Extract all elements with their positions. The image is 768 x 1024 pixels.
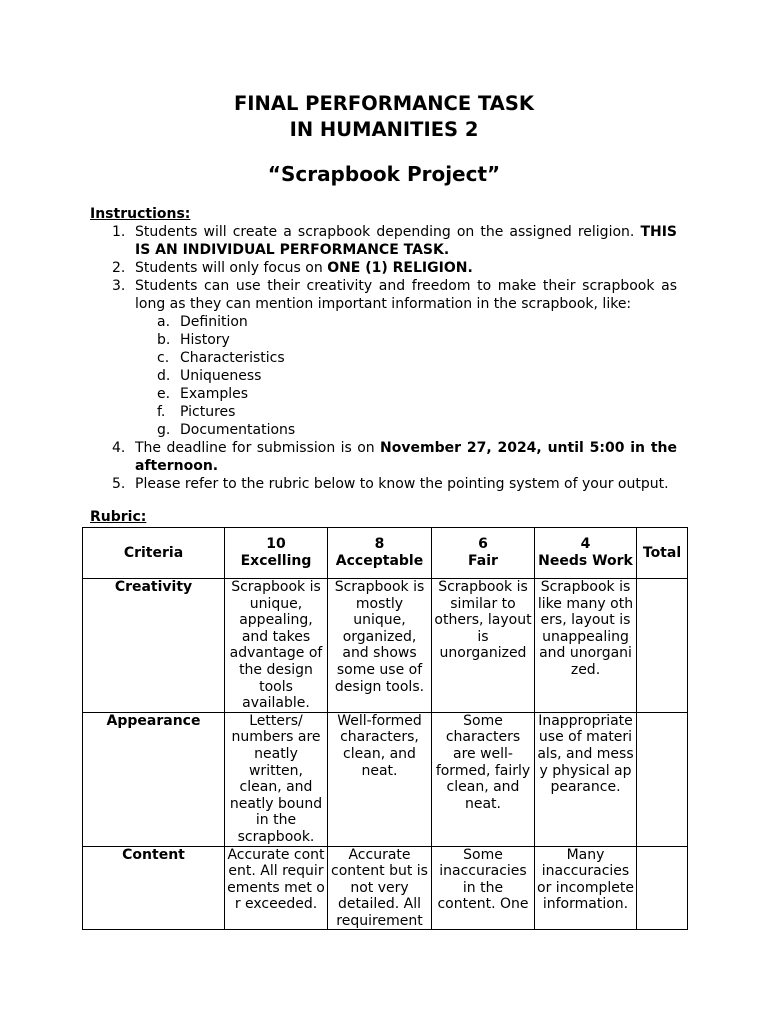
rubric-heading: Rubric:: [90, 509, 147, 525]
rubric-cell: Scrapbook is like many others, layout is unappealing and unorganized.: [535, 579, 637, 713]
rubric-cell: Scrapbook is unique, appealing, and takes advantage of the design tools available.: [225, 579, 328, 713]
table-row: [83, 846, 688, 930]
total-cell: [637, 579, 688, 713]
sub-item: [135, 367, 677, 385]
instruction-text: The deadline for submission is on: [135, 440, 381, 456]
document-title-line2: IN HUMANITIES 2: [289, 118, 479, 141]
instruction-number: 2.: [112, 260, 126, 276]
instruction-number: 4.: [112, 440, 126, 456]
sub-item: [135, 313, 677, 331]
sub-item: [135, 403, 677, 421]
total-cell: [637, 846, 688, 930]
rubric-header-row: [83, 528, 688, 579]
instruction-number: 5.: [112, 476, 126, 492]
header-score: 10: [266, 536, 286, 553]
instruction-item: [90, 277, 677, 439]
instruction-text: Please refer to the rubric below to know the pointing system of your output.: [135, 476, 669, 492]
header-label: Fair: [468, 553, 498, 569]
rubric-cell: Accurate content but is not very detailed. All requirement: [328, 846, 432, 930]
table-row: [83, 579, 688, 713]
sub-item-letter: b.: [157, 332, 171, 348]
instruction-number: 1.: [112, 224, 126, 240]
header-label: Criteria: [123, 544, 184, 561]
sub-item-letter: d.: [157, 368, 171, 384]
instruction-item: [90, 223, 677, 259]
header-label: Total: [642, 544, 682, 561]
sub-item: [135, 385, 677, 403]
sub-item-text: History: [180, 332, 230, 348]
rubric-cell: Scrapbook is similar to others, layout is unorganized: [432, 579, 535, 713]
sub-item-letter: a.: [157, 314, 171, 330]
sub-item-text: Uniqueness: [180, 368, 262, 384]
header-score: 6: [478, 536, 488, 553]
sub-item-letter: c.: [157, 350, 170, 366]
rubric-cell: Some inaccuracies in the content. One: [432, 846, 535, 930]
instruction-bold-text: THIS IS AN INDIVIDUAL PERFORMANCE TASK.: [135, 224, 677, 258]
rubric-cell: Letters/ numbers are neatly written, clean, and neatly bound in the scrapbook.: [225, 712, 328, 846]
content-requirements-list: [135, 313, 677, 439]
rubric-cell: Inappropriate use of materials, and messy physical appearance.: [535, 712, 637, 846]
sub-item-text: Characteristics: [180, 350, 285, 366]
instruction-item: [90, 475, 677, 493]
rubric-cell: Scrapbook is mostly unique, organized, and shows some use of design tools.: [328, 579, 432, 713]
header-label: Needs Work: [538, 553, 633, 569]
header-label: Excelling: [240, 553, 312, 569]
instruction-item: [90, 439, 677, 475]
instruction-bold-text: ONE (1) RELIGION.: [327, 260, 473, 276]
sub-item-letter: g.: [157, 422, 171, 438]
instruction-text: Students will only focus on: [135, 260, 328, 276]
rubric-cell: Some characters are well-formed, fairly clean, and neat.: [432, 712, 535, 846]
header-score-10: [225, 528, 328, 579]
rubric-cell: Accurate content. All requirements met or exceeded.: [225, 846, 328, 930]
criteria-cell: Appearance: [83, 712, 225, 846]
table-row: [83, 712, 688, 846]
header-score-4: [535, 528, 637, 579]
sub-item-text: Definition: [180, 314, 248, 330]
sub-item: [135, 421, 677, 439]
sub-item: [135, 349, 677, 367]
sub-item-text: Examples: [180, 386, 249, 402]
rubric-cell: Many inaccuracies or incomplete information.: [535, 846, 637, 930]
header-total: [637, 528, 688, 579]
rubric-cell: Well-formed characters, clean, and neat.: [328, 712, 432, 846]
instruction-number: 3.: [112, 278, 126, 294]
sub-item: [135, 331, 677, 349]
header-score: 8: [374, 536, 385, 553]
total-cell: [637, 712, 688, 846]
criteria-cell: Content: [83, 846, 225, 930]
header-score-8: [328, 528, 432, 579]
sub-item-letter: e.: [157, 386, 171, 402]
header-score-6: [432, 528, 535, 579]
header-score: 4: [580, 536, 591, 553]
document-title-line1: FINAL PERFORMANCE TASK: [233, 92, 534, 115]
header-label: Acceptable: [335, 553, 424, 569]
sub-item-letter: f.: [157, 404, 166, 420]
instruction-bold-text: November 27, 2024, until 5:00 in the afternoon.: [135, 440, 678, 474]
instruction-item: [90, 259, 677, 277]
instructions-list: [90, 223, 677, 493]
instructions-heading: Instructions:: [90, 206, 191, 222]
rubric-table: [82, 527, 688, 930]
instruction-text: Students can use their creativity and freedom to make their scrapbook as long as they can mention important information in the scrapbook, like:: [135, 278, 677, 312]
criteria-cell: Creativity: [83, 579, 225, 713]
header-criteria: [83, 528, 225, 579]
instruction-text: Students will create a scrapbook depending on the assigned religion.: [135, 224, 641, 240]
sub-item-text: Documentations: [180, 422, 296, 438]
sub-item-text: Pictures: [180, 404, 236, 420]
project-title: “Scrapbook Project”: [267, 162, 501, 186]
